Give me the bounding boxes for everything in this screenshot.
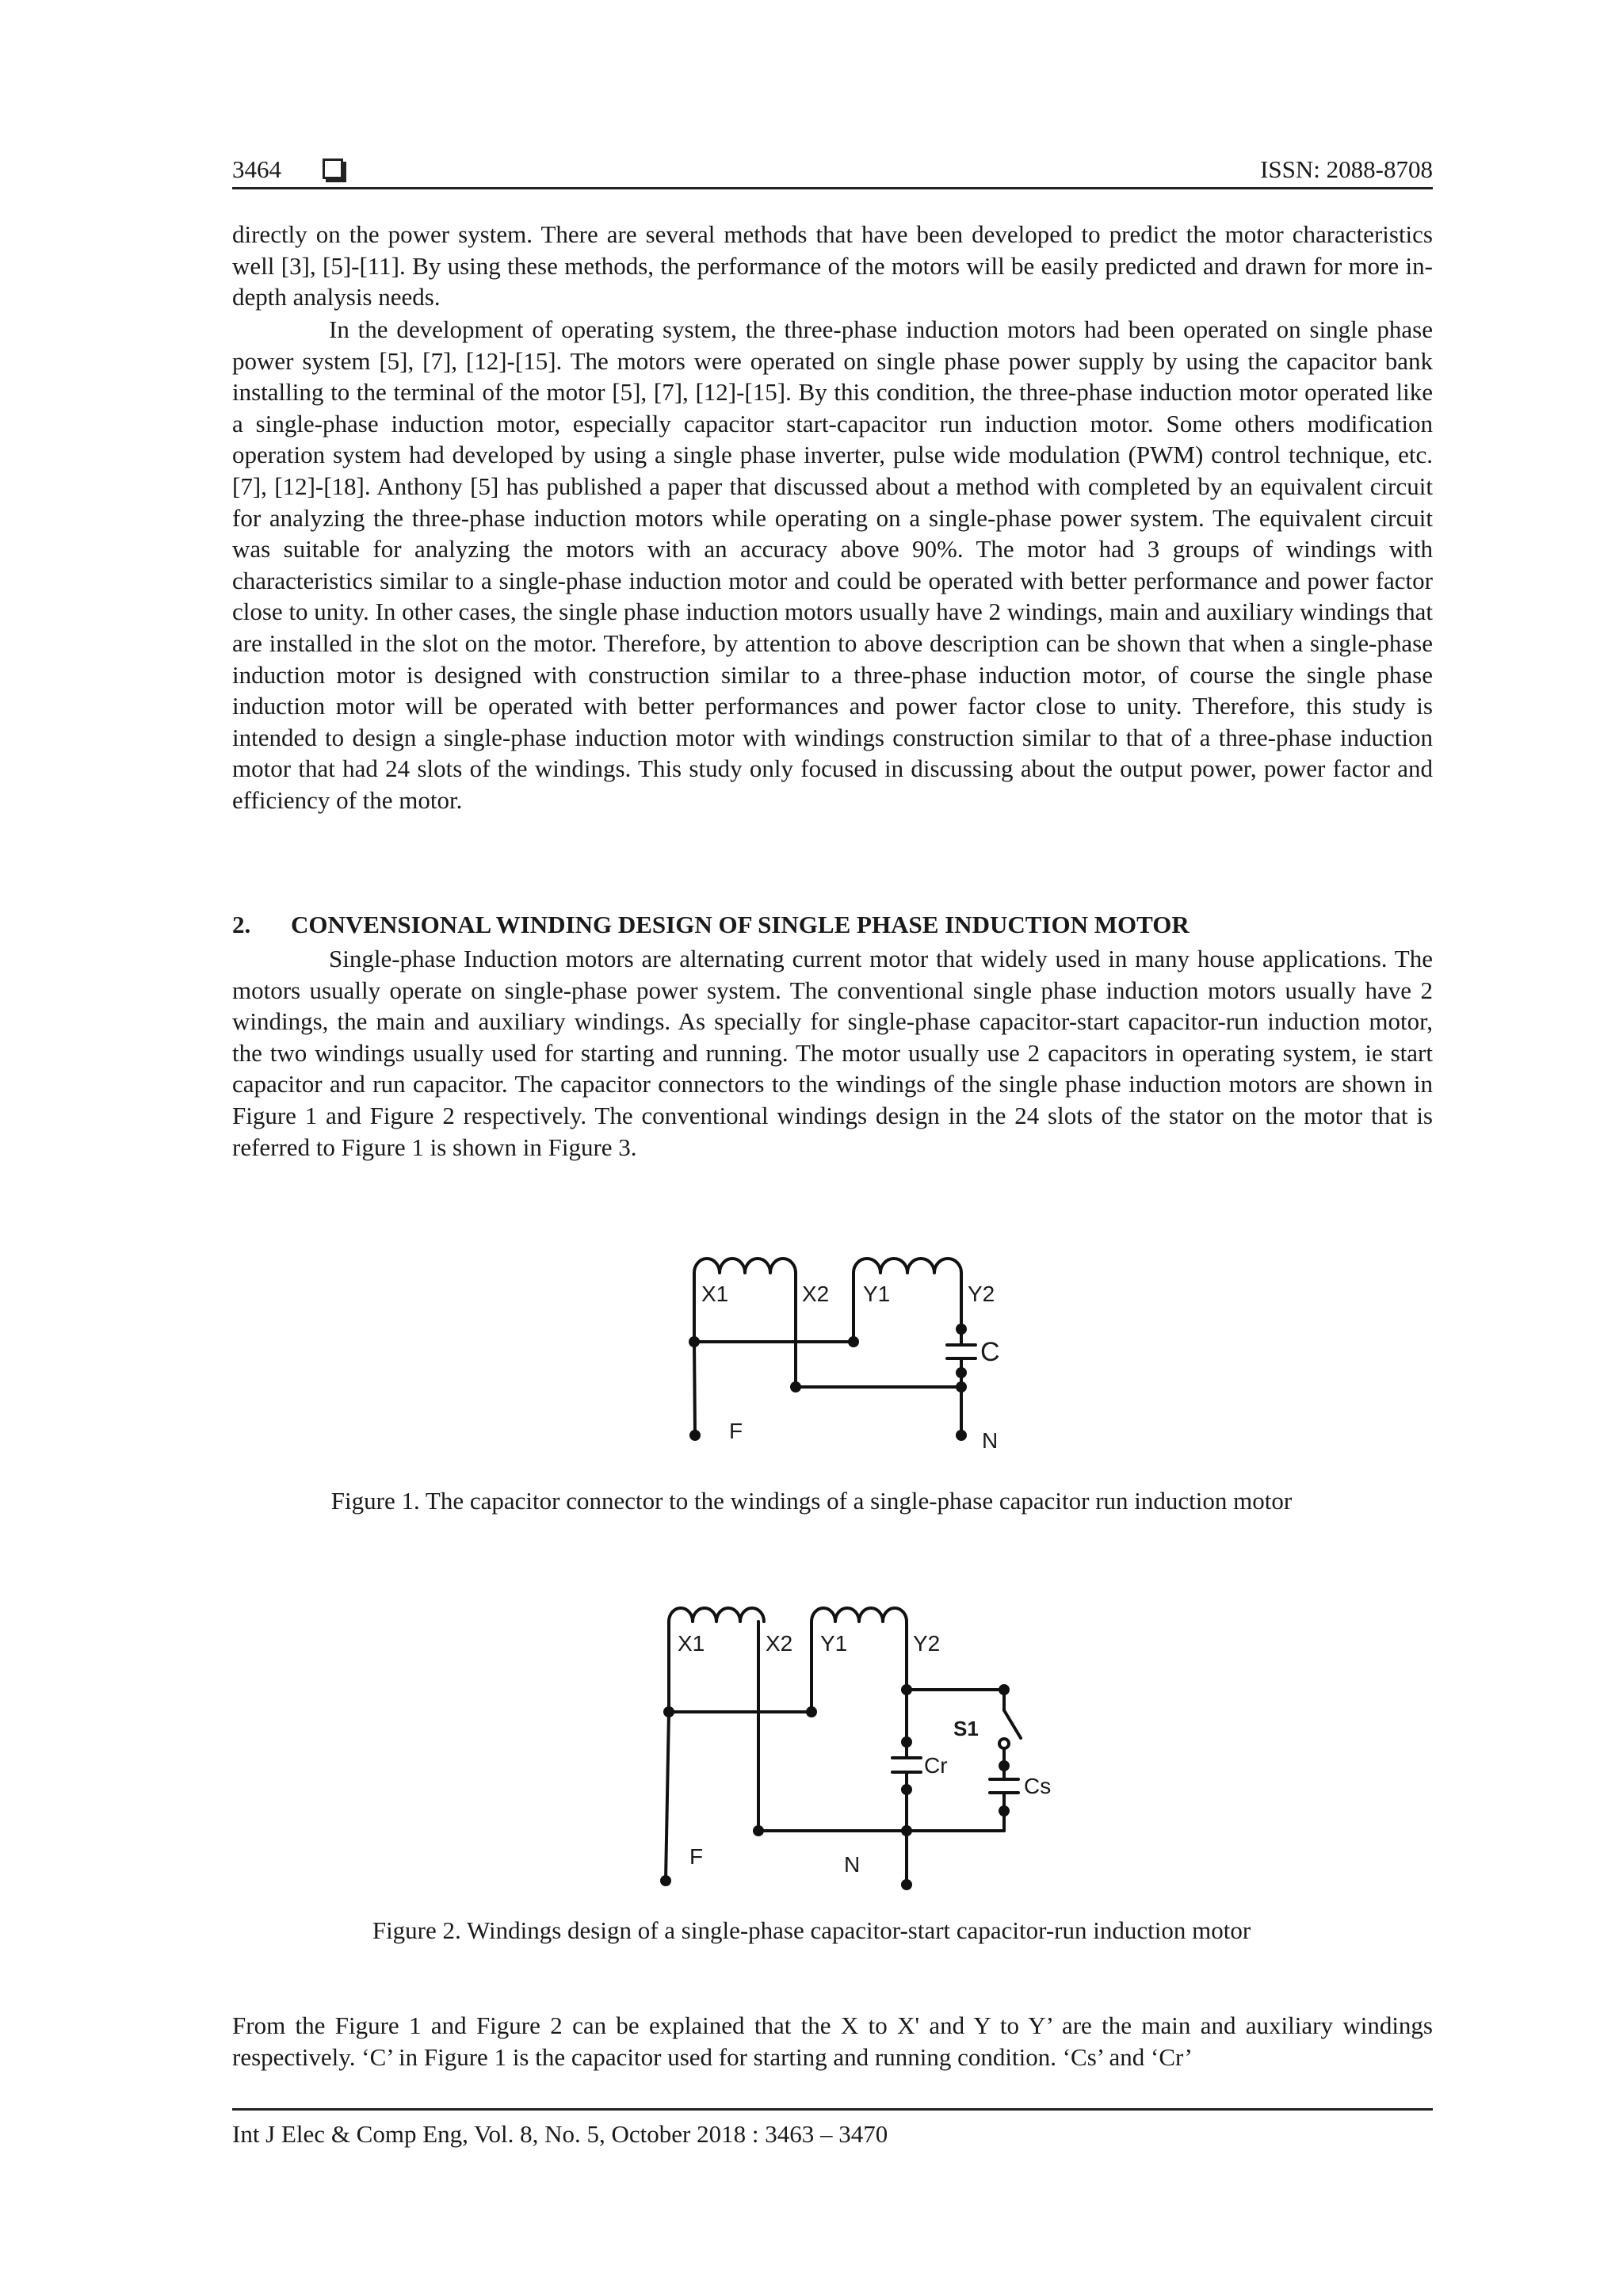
paragraph-intro-end: directly on the power system. There are several methods that have been developed to predict the motor characteristics well [3], [5]-[11]. By using these methods, the performance of the motors will be easily predicted and drawn for more in-depth analysis needs. [232, 220, 1433, 311]
section-number: 2. [232, 911, 251, 938]
issn-label: ISSN: 2088-8708 [1260, 155, 1433, 183]
footer-citation: Int J Elec & Comp Eng, Vol. 8, No. 5, October 2018 : 3463 – 3470 [232, 2120, 888, 2148]
label-f: F [729, 1419, 743, 1443]
section-heading [232, 911, 1190, 939]
page-number: 3464 [232, 155, 281, 183]
label-cs: Cs [1024, 1774, 1052, 1798]
label-x2: X2 [766, 1631, 793, 1656]
figure-1-caption: Figure 1. The capacitor connector to the windings of a single-phase capacitor run induction motor [330, 1487, 1293, 1515]
label-y2: Y2 [968, 1282, 995, 1306]
figure-1-circuit-diagram [666, 1228, 1014, 1466]
label-s1: S1 [953, 1717, 979, 1740]
terminal-f [689, 1430, 701, 1441]
terminal-n [956, 1430, 967, 1441]
aux-winding-coil [812, 1608, 907, 1622]
page-header [232, 155, 1433, 189]
section-title: CONVENSIONAL WINDING DESIGN OF SINGLE PHASE INDUCTION MOTOR [291, 911, 1190, 938]
terminal-n [901, 1879, 912, 1890]
label-y1: Y1 [820, 1631, 848, 1656]
square-bullet-icon [323, 159, 343, 179]
label-cr: Cr [924, 1753, 948, 1778]
label-x2: X2 [802, 1282, 830, 1306]
paragraph-development: In the development of operating system, the three-phase induction motors had been operated on single phase power system [5], [7], [12]-[15]. The motors were operated on single phase power supply by using the capacitor bank installing to the terminal of the motor [5], [7], [12]-[15]. By this condition, the three-phase induction motor operated like a single-phase induction motor, especially capacitor start-capacitor run induction motor. Some others modification operation system had developed by using a single phase inverter, pulse wide modulation (PWM) control technique, etc. [7], [12]-[18]. Anthony [5] has published a paper that discussed about a method with completed by an equivalent circuit for analyzing the three-phase induction motors while operating on a single-phase power system. The equivalent circuit was suitable for analyzing the motors with an accuracy above 90%. The motor had 3 groups of windings with characteristics similar to a single-phase induction motor and could be operated with better performance and power factor close to unity. In other cases, the single phase induction motors usually have 2 windings, main and auxiliary windings that are installed in the slot on the motor. Therefore, by attention to above description can be shown that when a single-phase induction motor is designed with construction similar to a three-phase induction motor, of course the single phase induction motor will be operated with better performances and power factor close to unity. Therefore, this study is intended to design a single-phase induction motor with windings construction similar to that of a three-phase induction motor that had 24 slots of the windings. This study only focused in discussing about the output power, power factor and efficiency of the motor. [232, 315, 1433, 814]
page-footer [232, 2108, 1433, 2149]
terminal-f [660, 1875, 671, 1886]
label-y1: Y1 [863, 1282, 891, 1306]
figure-2-circuit-diagram [650, 1593, 1062, 1902]
paragraph-figure-explanation: From the Figure 1 and Figure 2 can be explained that the X to X' and Y to Y’ are the main and auxiliary windings respectively. ‘C’ in Figure 1 is the capacitor used for starting and running condition. ‘Cs’ and ‘Cr’ [232, 2011, 1433, 2071]
main-winding-coil [694, 1259, 796, 1273]
label-n: N [982, 1428, 999, 1453]
label-y2: Y2 [913, 1631, 941, 1656]
aux-winding-coil [854, 1259, 961, 1273]
figure-2-caption: Figure 2. Windings design of a single-phase capacitor-start capacitor-run induction motor [372, 1916, 1251, 1944]
label-c: C [980, 1337, 1000, 1367]
label-f: F [689, 1844, 704, 1869]
switch-s1-blade [1004, 1710, 1021, 1738]
label-x1: X1 [701, 1282, 729, 1306]
label-x1: X1 [678, 1631, 705, 1656]
label-n: N [844, 1852, 861, 1877]
main-winding-coil [669, 1608, 764, 1622]
paragraph-conventional: Single-phase Induction motors are alternating current motor that widely used in many house applications. The motors usually operate on single-phase power system. The conventional single phase induction motors usually have 2 windings, the main and auxiliary windings. As specially for single-phase capacitor-start capacitor-run induction motor, the two windings usually used for starting and running. The motor usually use 2 capacitors in operating system, ie start capacitor and run capacitor. The capacitor connectors to the windings of the single phase induction motors are shown in Figure 1 and Figure 2 respectively. The conventional windings design in the 24 slots of the stator on the motor that is referred to Figure 1 is shown in Figure 3. [232, 945, 1433, 1161]
